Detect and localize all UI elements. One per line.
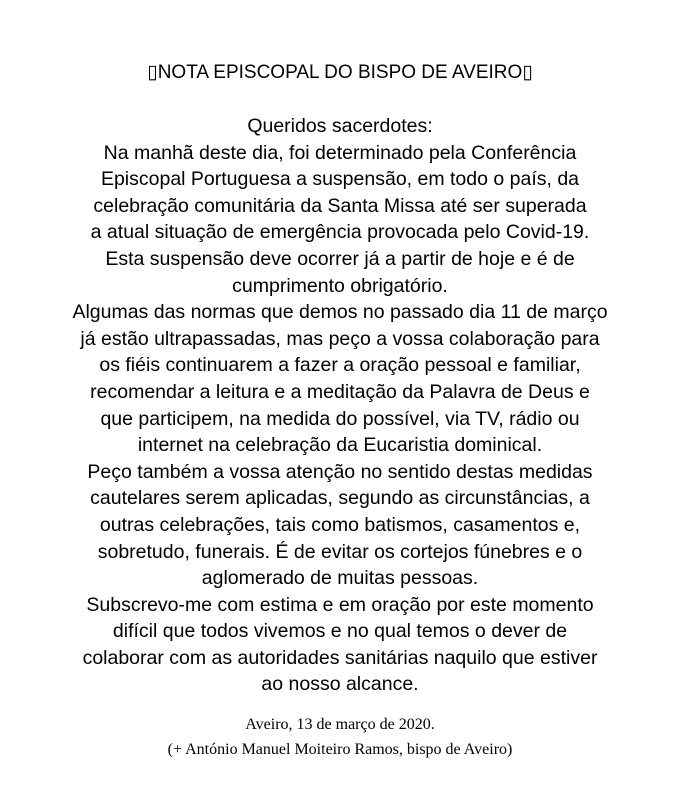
body-line: sobretudo, funerais. É de evitar os cortejos fúnebres e o <box>97 540 583 563</box>
body-line: já estão ultrapassadas, mas peço a vossa colaboração para <box>80 327 600 350</box>
body-line: que participem, na medida do possível, via TV, rádio ou <box>100 407 580 430</box>
body-line: Subscrevo-me com estima e em oração por este momento <box>86 593 594 616</box>
body-line: outras celebrações, tais como batismos, casamentos e, <box>99 513 581 536</box>
body-line: cautelares serem aplicadas, segundo as circunstâncias, a <box>90 487 590 510</box>
title-marker-left: ▯ <box>147 62 158 83</box>
body-line: os fiéis continuarem a fazer a oração pessoal e familiar, <box>99 354 581 377</box>
signature: (+ António Manuel Moiteiro Ramos, bispo de Aveiro) <box>167 741 513 758</box>
body-line: a atual situação de emergência provocada pelo Covid-19. <box>90 221 590 244</box>
body-line: Na manhã deste dia, foi determinado pela Conferência <box>103 141 577 164</box>
body-line: Peço também a vossa atenção no sentido destas medidas <box>87 460 593 483</box>
letter-body <box>0 113 680 698</box>
body-line: cumprimento obrigatório. <box>232 274 448 297</box>
body-line: Queridos sacerdotes: <box>247 115 433 137</box>
place-date: Aveiro, 13 de março de 2020. <box>245 716 435 733</box>
title-text: NOTA EPISCOPAL DO BISPO DE AVEIRO <box>157 62 523 83</box>
body-line: recomendar a leitura e a meditação da Palavra de Deus e <box>90 380 590 403</box>
document-title <box>0 60 680 86</box>
title-marker-right: ▯ <box>522 62 533 83</box>
body-line: Esta suspensão deve ocorrer já a partir de hoje e é de <box>105 247 575 270</box>
body-line: ao nosso alcance. <box>261 673 419 696</box>
body-line: aglomerado de muitas pessoas. <box>201 567 479 590</box>
letter-footer <box>0 712 680 762</box>
body-line: colaborar com as autoridades sanitárias naquilo que estiver <box>82 646 598 669</box>
body-line: difícil que todos vivemos e no qual temos o dever de <box>112 620 568 643</box>
body-line: Algumas das normas que demos no passado dia 11 de março <box>72 301 608 324</box>
body-line: Episcopal Portuguesa a suspensão, em todo o país, da <box>100 168 580 191</box>
body-line: celebração comunitária da Santa Missa até ser superada <box>93 194 587 217</box>
body-line: internet na celebração da Eucaristia dominical. <box>137 434 543 457</box>
